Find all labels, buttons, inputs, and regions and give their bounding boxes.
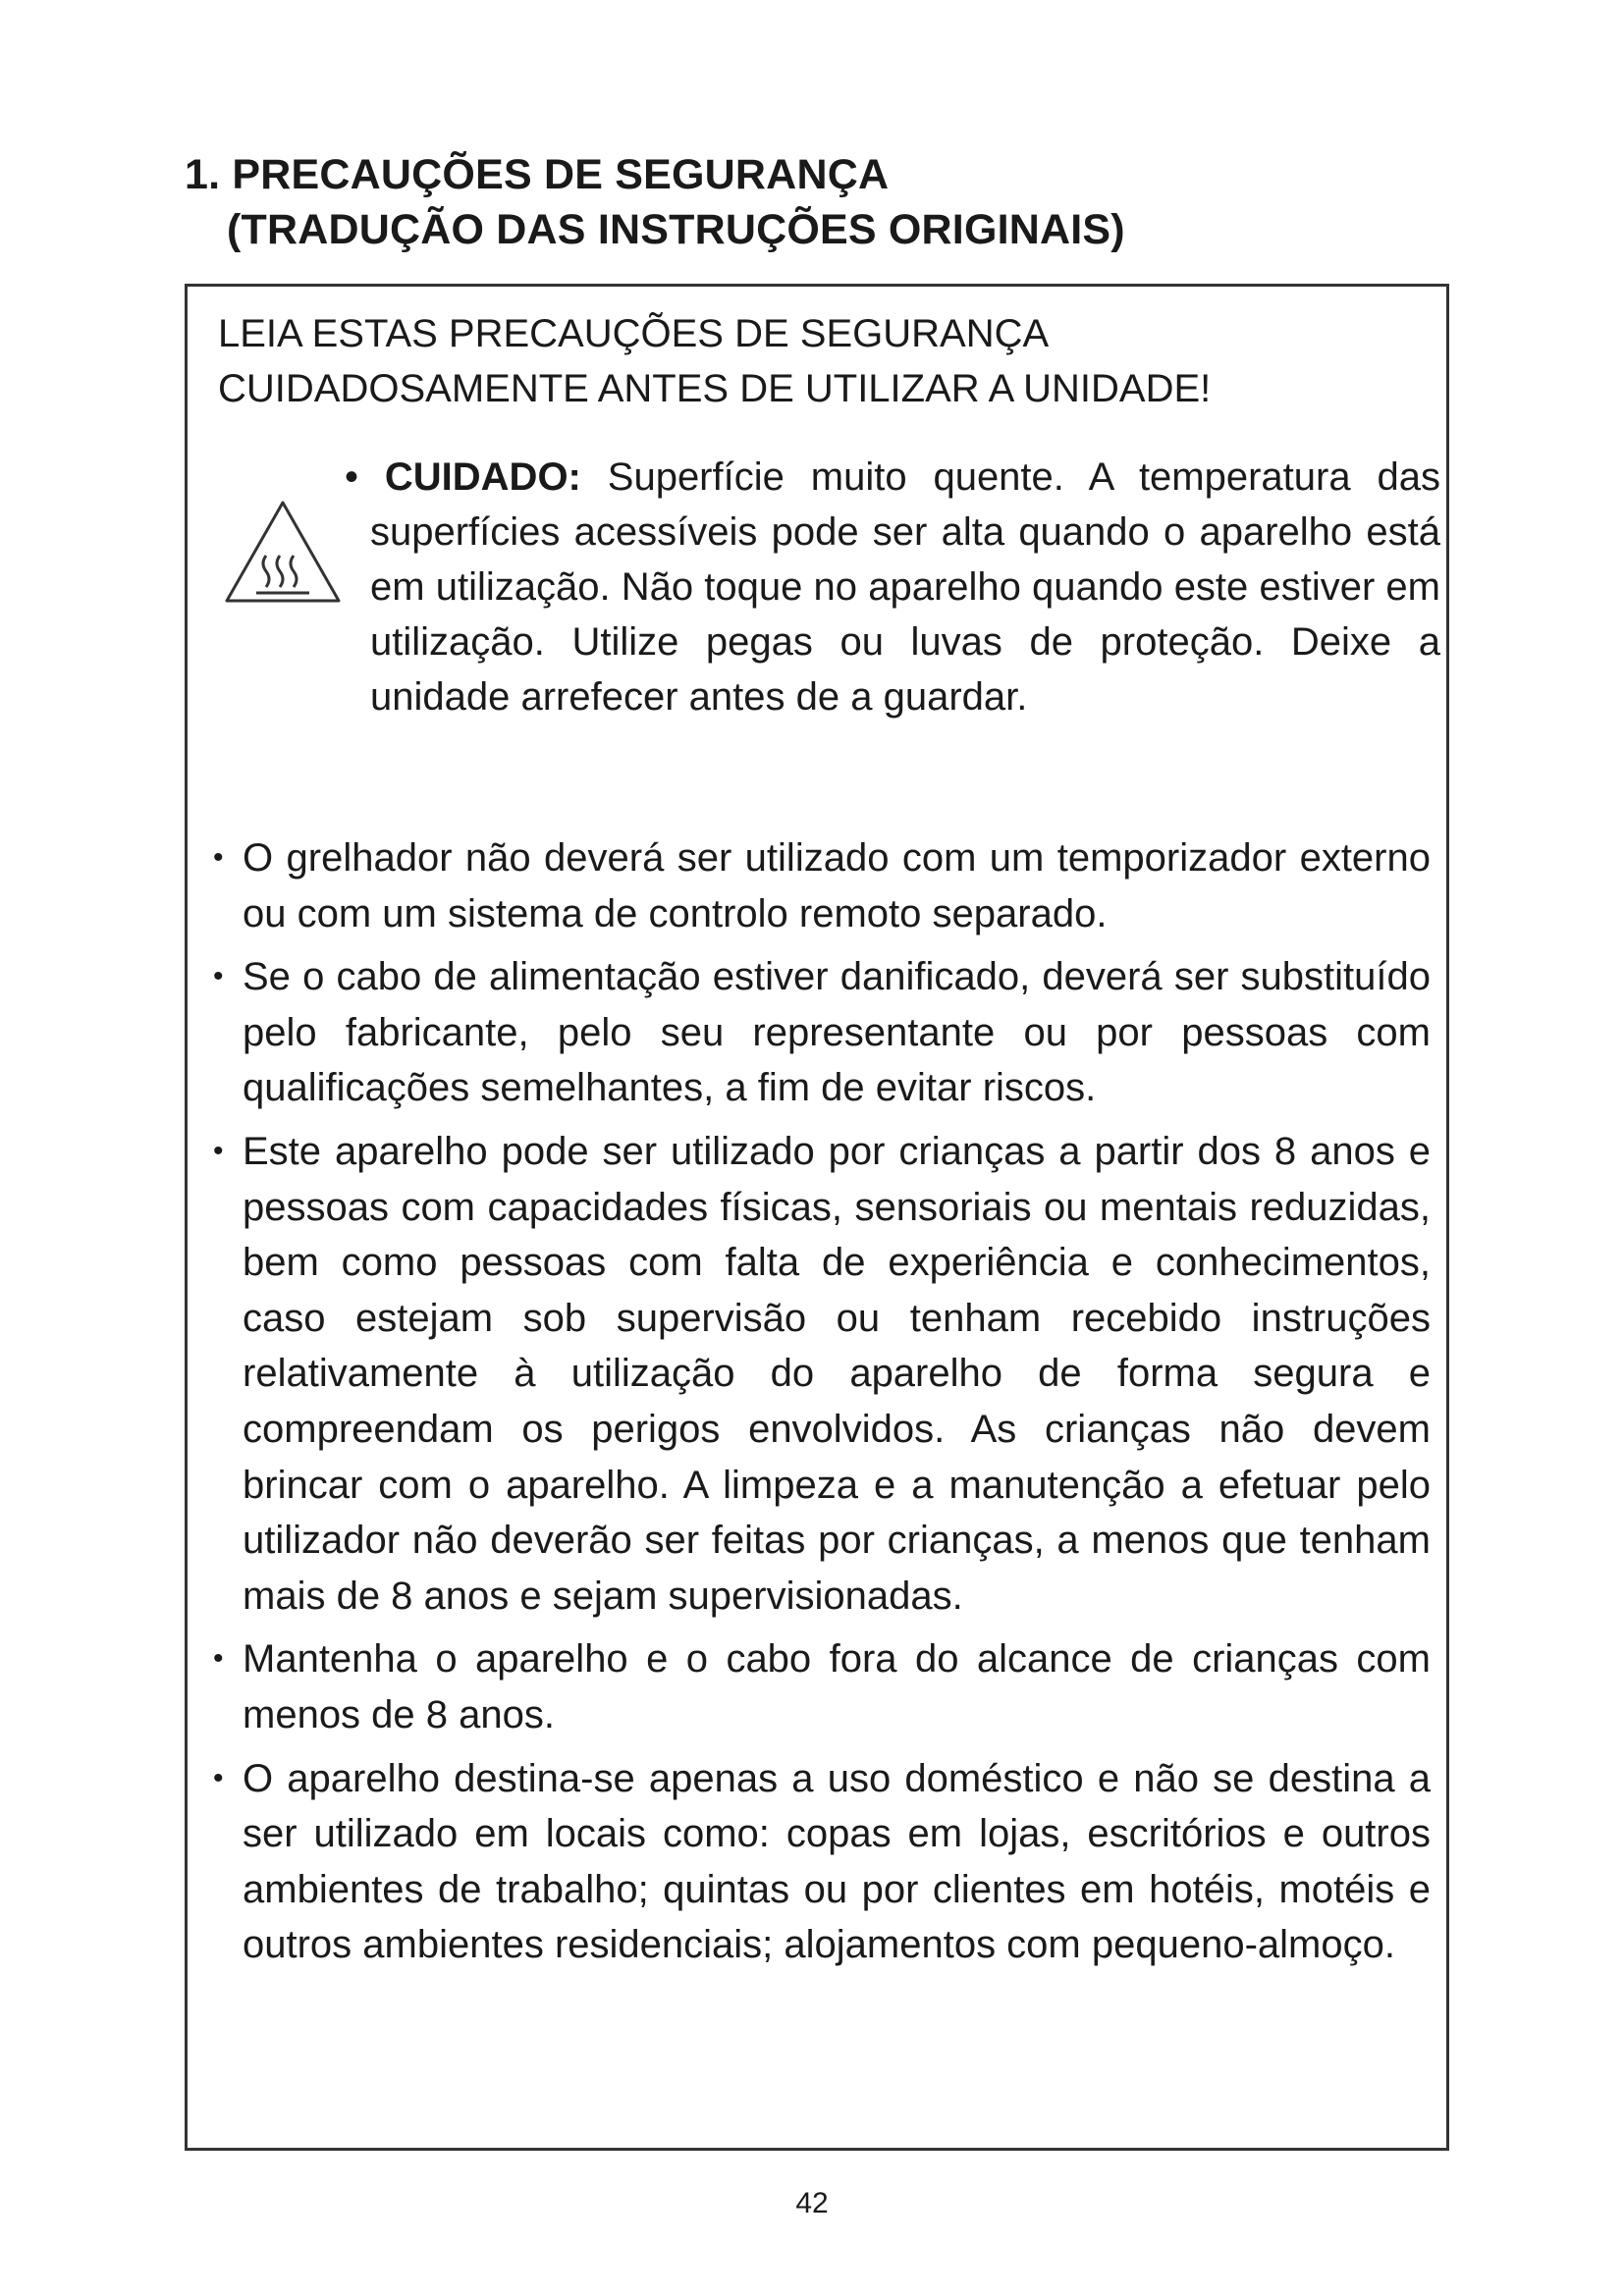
safety-intro: LEIA ESTAS PRECAUÇÕES DE SEGURANÇA CUIDADOSAMENTE ANTES DE UTILIZAR A UNIDADE! bbox=[218, 312, 1212, 410]
safety-box bbox=[185, 284, 1449, 2151]
safety-list bbox=[213, 830, 1431, 1981]
list-item: • O aparelho destina-se apenas a uso doméstico e não se destina a ser utilizado em locais como: copas em lojas, escritórios e outros ambientes de trabalho; quintas ou por clientes em hotéis, motéis e outros ambientes residenciais; alojamentos com pequeno-almoço. bbox=[213, 1751, 1431, 1973]
list-item: • Se o cabo de alimentação estiver danificado, deverá ser substituído pelo fabricante, pelo seu representante ou por pessoas com qualificações semelhantes, a fim de evitar riscos. bbox=[213, 949, 1431, 1116]
title-line-1: 1. PRECAUÇÕES DE SEGURANÇA bbox=[185, 151, 890, 198]
page-title bbox=[185, 147, 1125, 257]
page-number: 42 bbox=[795, 2187, 829, 2219]
list-item: • O grelhador não deverá ser utilizado com um temporizador externo ou com um sistema de controlo remoto separado. bbox=[213, 830, 1431, 941]
list-item: • Este aparelho pode ser utilizado por crianças a partir dos 8 anos e pessoas com capacidades físicas, sensoriais ou mentais reduzidas, bem como pessoas com falta de experiência e conhecimentos, caso estejam sob supervisão ou tenham recebido instruções relativamente à utilização do aparelho de forma segura e compreendam os perigos envolvidos. As crianças não devem brincar com o aparelho. A limpeza e a manutenção a efetuar pelo utilizador não deverão ser feitas por crianças, a menos que tenham mais de 8 anos e sejam supervisionadas. bbox=[213, 1124, 1431, 1624]
hot-surface-warning-icon bbox=[223, 499, 343, 607]
caution-text: • CUIDADO: Superfície muito quente. A temperatura das superfícies acessíveis pode ser alta quando o aparelho está em utilização. Não toque no aparelho quando este estiver em utilização. Utilize pegas ou luvas de proteção. Deixe a unidade arrefecer antes de a guardar. bbox=[345, 455, 1440, 719]
title-line-2: (TRADUÇÃO DAS INSTRUÇÕES ORIGINAIS) bbox=[227, 206, 1125, 253]
caution-label: CUIDADO: bbox=[384, 455, 581, 499]
caution-body: Superfície muito quente. A temperatura das superfícies acessíveis pode ser alta quando o aparelho está em utilização. Não toque no aparelho quando este estiver em utilização. Utilize pegas ou luvas de proteção. Deixe a unidade arrefecer antes de a guardar. bbox=[370, 455, 1440, 719]
list-item: • Mantenha o aparelho e o cabo fora do alcance de crianças com menos de 8 anos. bbox=[213, 1631, 1431, 1742]
caution-block bbox=[223, 450, 1440, 783]
